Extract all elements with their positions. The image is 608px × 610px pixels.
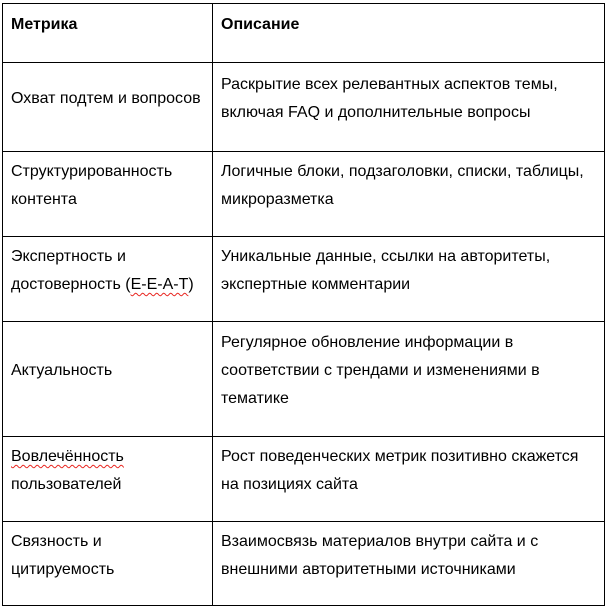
metric-line	[11, 443, 204, 471]
misspelled-word: E-E-A-T	[130, 276, 189, 293]
description-line: тематике	[221, 390, 289, 407]
metrics-table	[2, 3, 605, 606]
description-line: экспертные комментарии	[221, 276, 411, 293]
metric-line	[11, 158, 204, 186]
metric-line	[11, 357, 204, 385]
description-line: Взаимосвязь материалов внутри сайта и с	[221, 532, 539, 550]
metric-cell[interactable]	[3, 437, 213, 522]
metric-line	[11, 471, 204, 499]
metric-text: Актуальность	[11, 362, 113, 379]
description-cell[interactable]	[213, 437, 605, 522]
metric-cell[interactable]	[3, 237, 213, 322]
description-line: соответствии с трендами и изменениями в	[221, 362, 540, 379]
description-cell[interactable]	[213, 322, 605, 437]
header-label-metric: Метрика	[11, 16, 78, 33]
header-cell-description[interactable]	[213, 4, 605, 63]
header-cell-metric[interactable]	[3, 4, 213, 63]
metric-line	[11, 271, 204, 299]
description-line: микроразметка	[221, 191, 334, 208]
description-line: на позициях сайта	[221, 476, 358, 493]
description-cell[interactable]	[213, 237, 605, 322]
header-label-description: Описание	[221, 16, 300, 33]
metric-text: Связность и	[11, 532, 102, 550]
table-header-row	[3, 4, 605, 63]
description-cell[interactable]	[213, 522, 605, 606]
metric-line	[11, 243, 204, 271]
description-line: включая FAQ и дополнительные вопросы	[221, 104, 531, 121]
metric-line	[11, 85, 204, 113]
description-cell[interactable]	[213, 152, 605, 237]
description-line: внешними авторитетными источниками	[221, 560, 516, 578]
table-row	[3, 322, 605, 437]
metric-text: Охват подтем и вопросов	[11, 90, 201, 107]
table-row	[3, 63, 605, 152]
description-line: Логичные блоки, подзаголовки, списки, таблицы,	[221, 163, 584, 180]
description-line: Регулярное обновление информации в	[221, 334, 514, 351]
metric-text: цитируемость	[11, 560, 115, 578]
metric-text: Экспертность и	[11, 248, 126, 265]
metric-text: контента	[11, 191, 77, 208]
metric-cell[interactable]	[3, 322, 213, 437]
metric-cell[interactable]	[3, 522, 213, 606]
metric-line	[11, 186, 204, 214]
misspelled-word: Вовлечённость	[11, 448, 124, 465]
metric-text: )	[188, 276, 194, 293]
description-line: Уникальные данные, ссылки на авторитеты,	[221, 248, 551, 265]
table-row	[3, 437, 605, 522]
table-row	[3, 522, 605, 606]
metric-text: Структурированность	[11, 163, 173, 180]
description-line: Рост поведенческих метрик позитивно скажется	[221, 448, 579, 465]
table-row	[3, 152, 605, 237]
metric-text: достоверность (	[11, 276, 131, 293]
metric-line	[11, 556, 204, 584]
metric-cell[interactable]	[3, 63, 213, 152]
description-cell[interactable]	[213, 63, 605, 152]
metric-cell[interactable]	[3, 152, 213, 237]
metric-line	[11, 528, 204, 556]
metric-text: пользователей	[11, 476, 122, 493]
description-line: Раскрытие всех релевантных аспектов темы,	[221, 76, 558, 93]
table-row	[3, 237, 605, 322]
